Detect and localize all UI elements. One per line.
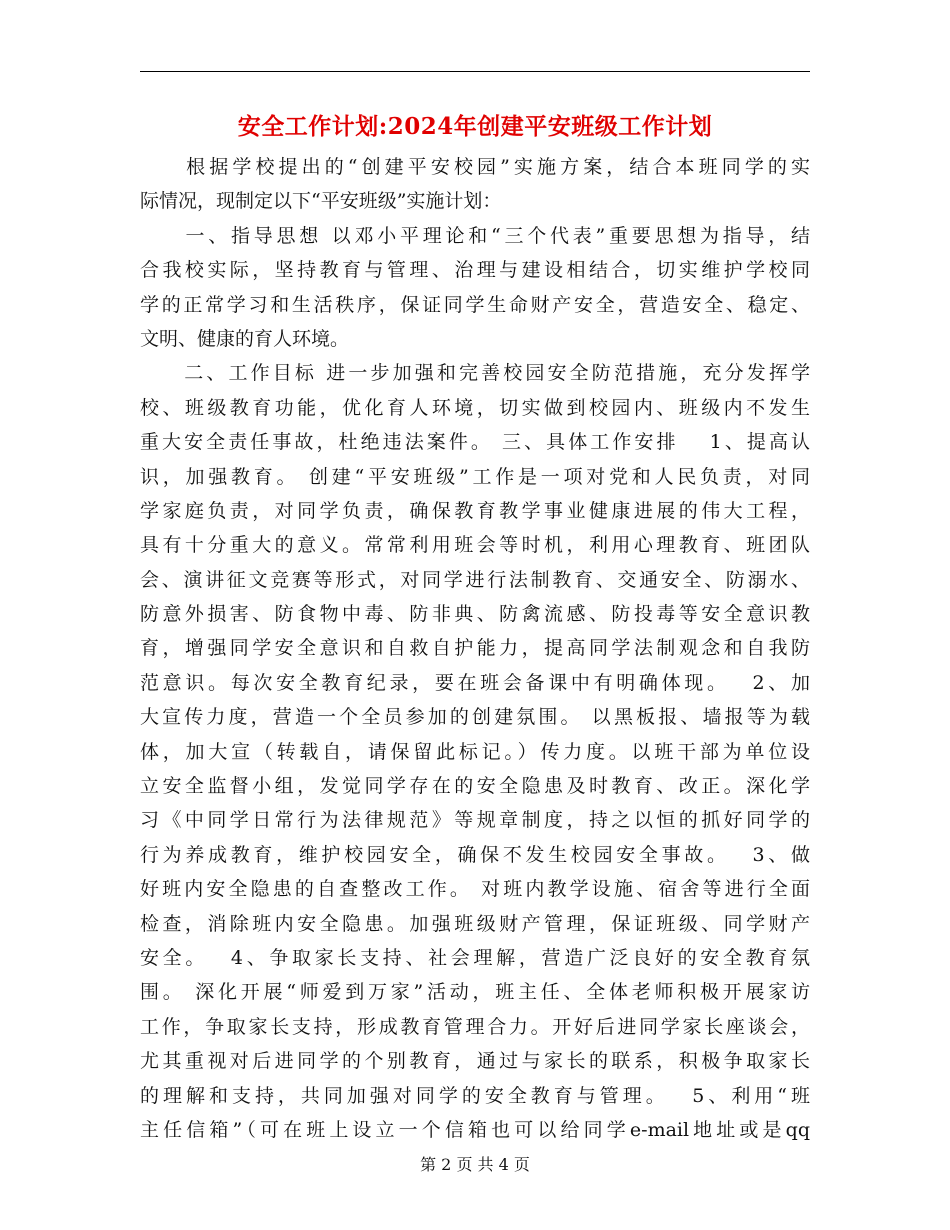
body-line: 防意外损害、防食物中毒、防非典、防禽流感、防投毒等安全意识教 (140, 603, 810, 626)
body-line: 安全。 4、争取家长支持、社会理解，营造广泛良好的安全教育氛 (140, 946, 810, 969)
body-line: 一、指导思想 以邓小平理论和“三个代表”重要思想为指导，结 (140, 224, 810, 247)
body-line: 文明、健康的育人环境。 (140, 327, 350, 350)
body-line: 际情况，现制定以下“平安班级”实施计划： (140, 190, 502, 213)
body-line: 识，加强教育。 创建“平安班级”工作是一项对党和人民负责，对同 (140, 465, 810, 488)
body-line: 围。 深化开展“师爱到万家”活动，班主任、全体老师积极开展家访 (140, 981, 810, 1004)
body-line: 体，加大宣（转载自，请保留此标记。）传力度。以班干部为单位设 (140, 740, 810, 763)
body-line: 习《中同学日常行为法律规范》等规章制度，持之以恒的抓好同学的 (140, 809, 810, 832)
header-rule (140, 71, 810, 72)
body-line: 会、演讲征文竞赛等形式，对同学进行法制教育、交通安全、防溺水、 (140, 568, 810, 591)
body-line: 育，增强同学安全意识和自救自护能力，提高同学法制观念和自我防 (140, 637, 810, 660)
body-line: 校、班级教育功能，优化育人环境，切实做到校园内、班级内不发生 (140, 396, 810, 419)
body-line: 好班内安全隐患的自查整改工作。 对班内教学设施、宿舍等进行全面 (140, 878, 810, 901)
body-line: 行为养成教育，维护校园安全，确保不发生校园安全事故。 3、做 (140, 843, 810, 866)
body-line: 尤其重视对后进同学的个别教育，通过与家长的联系，积极争取家长 (140, 1050, 810, 1073)
body-line: 工作，争取家长支持，形成教育管理合力。开好后进同学家长座谈会， (140, 1015, 810, 1038)
body-line: 立安全监督小组，发觉同学存在的安全隐患及时教育、改正。深化学 (140, 775, 810, 798)
document-title: 安全工作计划:2024年创建平安班级工作计划 (237, 113, 713, 140)
page-footer: 第 2 页 共 4 页 (420, 1155, 530, 1174)
body-line: 重大安全责任事故，杜绝违法案件。 三、具体工作安排 1、提高认 (140, 431, 810, 454)
body-line: 的理解和支持，共同加强对同学的安全教育与管理。 5、利用“班 (140, 1084, 810, 1107)
document-body (140, 150, 810, 1147)
body-line: 学家庭负责，对同学负责，确保教育教学事业健康进展的伟大工程， (140, 499, 810, 522)
body-line: 学的正常学习和生活秩序，保证同学生命财产安全，营造安全、稳定、 (140, 293, 810, 316)
body-line: 大宣传力度，营造一个全员参加的创建氛围。 以黑板报、墙报等为载 (140, 706, 810, 729)
body-line: 范意识。每次安全教育纪录，要在班会备课中有明确体现。 2、加 (140, 671, 810, 694)
body-line: 检查，消除班内安全隐患。加强班级财产管理，保证班级、同学财产 (140, 912, 810, 935)
body-line: 具有十分重大的意义。常常利用班会等时机，利用心理教育、班团队 (140, 534, 810, 557)
body-line: 根据学校提出的“创建平安校园”实施方案，结合本班同学的实 (140, 156, 810, 178)
body-line: 合我校实际，坚持教育与管理、治理与建设相结合，切实维护学校同 (140, 259, 810, 282)
body-line: 主任信箱”（可在班上设立一个信箱也可以给同学e-mail地址或是qq (140, 1118, 810, 1141)
body-line: 二、工作目标 进一步加强和完善校园安全防范措施，充分发挥学 (140, 362, 810, 385)
